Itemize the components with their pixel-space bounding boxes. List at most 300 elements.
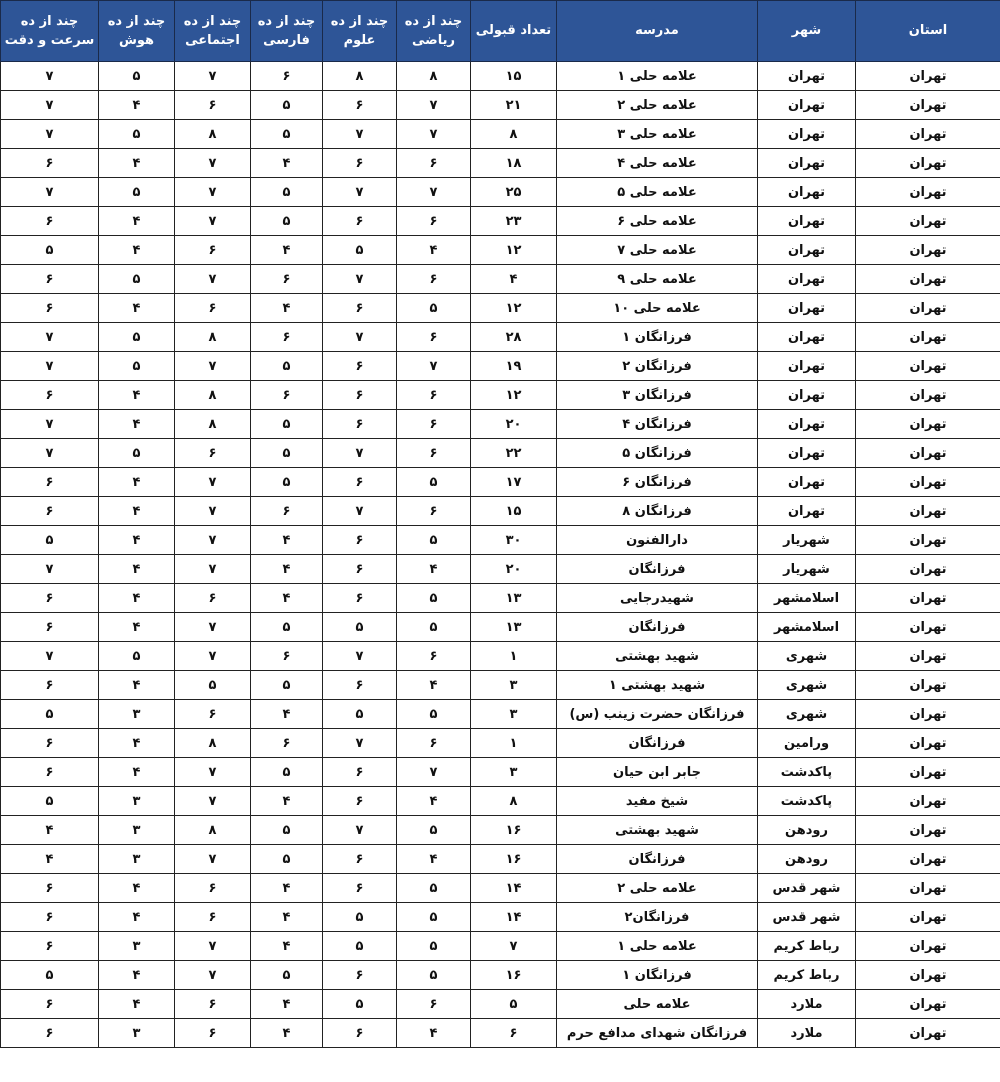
cell-social-score: ۸ bbox=[175, 729, 251, 758]
cell-farsi-score: ۶ bbox=[251, 323, 323, 352]
cell-iq-score: ۴ bbox=[99, 526, 175, 555]
cell-province: تهران bbox=[856, 468, 1000, 497]
cell-admitted-count: ۱۷ bbox=[471, 468, 557, 497]
cell-iq-score: ۴ bbox=[99, 381, 175, 410]
cell-iq-score: ۴ bbox=[99, 903, 175, 932]
cell-iq-score: ۵ bbox=[99, 352, 175, 381]
cell-farsi-score: ۴ bbox=[251, 903, 323, 932]
cell-math-score: ۵ bbox=[397, 468, 471, 497]
cell-speed-accuracy-score: ۶ bbox=[1, 990, 99, 1019]
cell-province: تهران bbox=[856, 62, 1000, 91]
cell-math-score: ۶ bbox=[397, 642, 471, 671]
table-row bbox=[1, 555, 1000, 584]
cell-speed-accuracy-score: ۶ bbox=[1, 294, 99, 323]
cell-province: تهران bbox=[856, 700, 1000, 729]
table-row bbox=[1, 120, 1000, 149]
cell-admitted-count: ۲۸ bbox=[471, 323, 557, 352]
cell-iq-score: ۵ bbox=[99, 62, 175, 91]
cell-math-score: ۴ bbox=[397, 671, 471, 700]
cell-farsi-score: ۴ bbox=[251, 700, 323, 729]
cell-math-score: ۷ bbox=[397, 91, 471, 120]
cell-farsi-score: ۵ bbox=[251, 178, 323, 207]
cell-farsi-score: ۶ bbox=[251, 729, 323, 758]
cell-school: فرزانگان شهدای مدافع حرم bbox=[557, 1019, 758, 1048]
cell-iq-score: ۴ bbox=[99, 874, 175, 903]
cell-province: تهران bbox=[856, 584, 1000, 613]
cell-speed-accuracy-score: ۶ bbox=[1, 613, 99, 642]
cell-social-score: ۷ bbox=[175, 149, 251, 178]
cell-city: اسلامشهر bbox=[758, 584, 856, 613]
cell-farsi-score: ۵ bbox=[251, 613, 323, 642]
cell-admitted-count: ۱۶ bbox=[471, 845, 557, 874]
cell-school: علامه حلی ۱۰ bbox=[557, 294, 758, 323]
cell-farsi-score: ۴ bbox=[251, 932, 323, 961]
table-row bbox=[1, 526, 1000, 555]
cell-admitted-count: ۳ bbox=[471, 671, 557, 700]
cell-social-score: ۶ bbox=[175, 700, 251, 729]
cell-province: تهران bbox=[856, 1019, 1000, 1048]
cell-iq-score: ۵ bbox=[99, 439, 175, 468]
cell-admitted-count: ۳ bbox=[471, 700, 557, 729]
cell-farsi-score: ۵ bbox=[251, 120, 323, 149]
cell-iq-score: ۴ bbox=[99, 758, 175, 787]
cell-speed-accuracy-score: ۶ bbox=[1, 497, 99, 526]
cell-math-score: ۵ bbox=[397, 874, 471, 903]
cell-city: شهریار bbox=[758, 526, 856, 555]
cell-speed-accuracy-score: ۶ bbox=[1, 1019, 99, 1048]
cell-speed-accuracy-score: ۷ bbox=[1, 439, 99, 468]
cell-iq-score: ۳ bbox=[99, 932, 175, 961]
cell-province: تهران bbox=[856, 410, 1000, 439]
cell-province: تهران bbox=[856, 323, 1000, 352]
cell-farsi-score: ۶ bbox=[251, 381, 323, 410]
cell-school: علامه حلی ۹ bbox=[557, 265, 758, 294]
cell-admitted-count: ۳ bbox=[471, 758, 557, 787]
table-row bbox=[1, 671, 1000, 700]
cell-city: تهران bbox=[758, 410, 856, 439]
cell-iq-score: ۴ bbox=[99, 555, 175, 584]
table-row bbox=[1, 845, 1000, 874]
cell-city: رباط کریم bbox=[758, 932, 856, 961]
cell-province: تهران bbox=[856, 120, 1000, 149]
cell-science-score: ۶ bbox=[323, 874, 397, 903]
cell-science-score: ۶ bbox=[323, 758, 397, 787]
cell-farsi-score: ۴ bbox=[251, 787, 323, 816]
table-row bbox=[1, 729, 1000, 758]
cell-farsi-score: ۶ bbox=[251, 642, 323, 671]
cell-city: شهری bbox=[758, 671, 856, 700]
cell-math-score: ۴ bbox=[397, 555, 471, 584]
cell-farsi-score: ۴ bbox=[251, 294, 323, 323]
cell-science-score: ۶ bbox=[323, 671, 397, 700]
cell-speed-accuracy-score: ۵ bbox=[1, 787, 99, 816]
cell-admitted-count: ۱۸ bbox=[471, 149, 557, 178]
cell-school: فرزانگان ۸ bbox=[557, 497, 758, 526]
cell-province: تهران bbox=[856, 845, 1000, 874]
table-row bbox=[1, 62, 1000, 91]
table-row bbox=[1, 91, 1000, 120]
cell-school: علامه حلی ۶ bbox=[557, 207, 758, 236]
cell-city: رباط کریم bbox=[758, 961, 856, 990]
cell-science-score: ۵ bbox=[323, 236, 397, 265]
cell-city: تهران bbox=[758, 468, 856, 497]
cell-farsi-score: ۵ bbox=[251, 91, 323, 120]
cell-science-score: ۶ bbox=[323, 294, 397, 323]
cell-city: شهری bbox=[758, 700, 856, 729]
cell-science-score: ۶ bbox=[323, 1019, 397, 1048]
cell-math-score: ۴ bbox=[397, 236, 471, 265]
cell-city: تهران bbox=[758, 91, 856, 120]
cell-iq-score: ۴ bbox=[99, 584, 175, 613]
cell-school: علامه حلی ۵ bbox=[557, 178, 758, 207]
cell-science-score: ۸ bbox=[323, 62, 397, 91]
cell-school: جابر ابن حیان bbox=[557, 758, 758, 787]
table-row bbox=[1, 178, 1000, 207]
cell-math-score: ۵ bbox=[397, 294, 471, 323]
cell-speed-accuracy-score: ۷ bbox=[1, 555, 99, 584]
cell-admitted-count: ۲۰ bbox=[471, 555, 557, 584]
cell-speed-accuracy-score: ۴ bbox=[1, 845, 99, 874]
cell-social-score: ۷ bbox=[175, 961, 251, 990]
cell-province: تهران bbox=[856, 294, 1000, 323]
cell-math-score: ۵ bbox=[397, 903, 471, 932]
cell-admitted-count: ۱۶ bbox=[471, 816, 557, 845]
cell-social-score: ۷ bbox=[175, 62, 251, 91]
table-row bbox=[1, 1019, 1000, 1048]
cell-speed-accuracy-score: ۷ bbox=[1, 62, 99, 91]
cell-social-score: ۷ bbox=[175, 845, 251, 874]
cell-city: پاکدشت bbox=[758, 787, 856, 816]
cell-social-score: ۷ bbox=[175, 787, 251, 816]
cell-math-score: ۶ bbox=[397, 439, 471, 468]
cell-city: تهران bbox=[758, 381, 856, 410]
cell-province: تهران bbox=[856, 758, 1000, 787]
column-header-speed-accuracy-score: چند از ده سرعت و دقت bbox=[1, 1, 99, 62]
cell-school: علامه حلی ۷ bbox=[557, 236, 758, 265]
cell-farsi-score: ۴ bbox=[251, 990, 323, 1019]
cell-science-score: ۵ bbox=[323, 700, 397, 729]
cell-social-score: ۶ bbox=[175, 1019, 251, 1048]
column-header-science-score: چند از ده علوم bbox=[323, 1, 397, 62]
cell-math-score: ۶ bbox=[397, 265, 471, 294]
cell-province: تهران bbox=[856, 903, 1000, 932]
cell-math-score: ۶ bbox=[397, 149, 471, 178]
cell-speed-accuracy-score: ۶ bbox=[1, 584, 99, 613]
cell-science-score: ۶ bbox=[323, 207, 397, 236]
cell-province: تهران bbox=[856, 207, 1000, 236]
table-row bbox=[1, 932, 1000, 961]
cell-science-score: ۷ bbox=[323, 178, 397, 207]
cell-city: تهران bbox=[758, 265, 856, 294]
cell-admitted-count: ۴ bbox=[471, 265, 557, 294]
cell-science-score: ۷ bbox=[323, 729, 397, 758]
column-header-iq-score: چند از ده هوش bbox=[99, 1, 175, 62]
table-row bbox=[1, 642, 1000, 671]
cell-iq-score: ۴ bbox=[99, 671, 175, 700]
cell-science-score: ۷ bbox=[323, 497, 397, 526]
cell-school: فرزانگان ۱ bbox=[557, 323, 758, 352]
cell-science-score: ۵ bbox=[323, 903, 397, 932]
cell-province: تهران bbox=[856, 613, 1000, 642]
cell-city: شهری bbox=[758, 642, 856, 671]
cell-school: شهید بهشتی bbox=[557, 642, 758, 671]
cell-city: تهران bbox=[758, 439, 856, 468]
cell-iq-score: ۵ bbox=[99, 642, 175, 671]
cell-speed-accuracy-score: ۷ bbox=[1, 91, 99, 120]
cell-social-score: ۷ bbox=[175, 468, 251, 497]
cell-iq-score: ۳ bbox=[99, 700, 175, 729]
cell-admitted-count: ۷ bbox=[471, 932, 557, 961]
cell-school: شهید بهشتی ۱ bbox=[557, 671, 758, 700]
cell-math-score: ۶ bbox=[397, 207, 471, 236]
cell-admitted-count: ۳۰ bbox=[471, 526, 557, 555]
cell-admitted-count: ۱۳ bbox=[471, 584, 557, 613]
cell-math-score: ۵ bbox=[397, 932, 471, 961]
cell-math-score: ۵ bbox=[397, 700, 471, 729]
cell-iq-score: ۴ bbox=[99, 497, 175, 526]
cell-farsi-score: ۵ bbox=[251, 961, 323, 990]
cell-social-score: ۷ bbox=[175, 497, 251, 526]
cell-science-score: ۶ bbox=[323, 91, 397, 120]
cell-math-score: ۴ bbox=[397, 845, 471, 874]
cell-social-score: ۸ bbox=[175, 816, 251, 845]
cell-province: تهران bbox=[856, 671, 1000, 700]
cell-admitted-count: ۸ bbox=[471, 787, 557, 816]
cell-social-score: ۷ bbox=[175, 352, 251, 381]
table-row bbox=[1, 294, 1000, 323]
cell-admitted-count: ۲۰ bbox=[471, 410, 557, 439]
cell-province: تهران bbox=[856, 497, 1000, 526]
cell-science-score: ۶ bbox=[323, 787, 397, 816]
cell-social-score: ۶ bbox=[175, 439, 251, 468]
cell-admitted-count: ۱۲ bbox=[471, 294, 557, 323]
table-row bbox=[1, 700, 1000, 729]
cell-city: تهران bbox=[758, 62, 856, 91]
cell-admitted-count: ۵ bbox=[471, 990, 557, 1019]
cell-city: شهر قدس bbox=[758, 903, 856, 932]
cell-farsi-score: ۵ bbox=[251, 671, 323, 700]
cell-social-score: ۶ bbox=[175, 584, 251, 613]
table-row bbox=[1, 903, 1000, 932]
cell-iq-score: ۳ bbox=[99, 1019, 175, 1048]
cell-admitted-count: ۱۴ bbox=[471, 903, 557, 932]
cell-city: تهران bbox=[758, 149, 856, 178]
cell-iq-score: ۴ bbox=[99, 410, 175, 439]
cell-province: تهران bbox=[856, 729, 1000, 758]
cell-math-score: ۶ bbox=[397, 410, 471, 439]
cell-speed-accuracy-score: ۷ bbox=[1, 642, 99, 671]
cell-province: تهران bbox=[856, 381, 1000, 410]
cell-school: فرزانگان bbox=[557, 555, 758, 584]
cell-city: تهران bbox=[758, 207, 856, 236]
cell-farsi-score: ۴ bbox=[251, 874, 323, 903]
cell-admitted-count: ۲۳ bbox=[471, 207, 557, 236]
cell-math-score: ۷ bbox=[397, 178, 471, 207]
cell-social-score: ۷ bbox=[175, 613, 251, 642]
cell-city: تهران bbox=[758, 236, 856, 265]
cell-farsi-score: ۵ bbox=[251, 352, 323, 381]
cell-social-score: ۷ bbox=[175, 555, 251, 584]
cell-speed-accuracy-score: ۷ bbox=[1, 120, 99, 149]
cell-social-score: ۷ bbox=[175, 758, 251, 787]
cell-school: فرزانگان ۳ bbox=[557, 381, 758, 410]
cell-math-score: ۷ bbox=[397, 120, 471, 149]
table-row bbox=[1, 265, 1000, 294]
cell-school: فرزانگان ۶ bbox=[557, 468, 758, 497]
table-row bbox=[1, 758, 1000, 787]
cell-speed-accuracy-score: ۵ bbox=[1, 526, 99, 555]
cell-city: ملارد bbox=[758, 1019, 856, 1048]
cell-math-score: ۶ bbox=[397, 323, 471, 352]
cell-farsi-score: ۵ bbox=[251, 845, 323, 874]
cell-admitted-count: ۱۶ bbox=[471, 961, 557, 990]
cell-speed-accuracy-score: ۶ bbox=[1, 903, 99, 932]
cell-social-score: ۷ bbox=[175, 207, 251, 236]
cell-school: فرزانگان ۲ bbox=[557, 352, 758, 381]
cell-school: فرزانگان۲ bbox=[557, 903, 758, 932]
cell-speed-accuracy-score: ۵ bbox=[1, 236, 99, 265]
cell-farsi-score: ۴ bbox=[251, 149, 323, 178]
cell-social-score: ۸ bbox=[175, 381, 251, 410]
cell-province: تهران bbox=[856, 961, 1000, 990]
table-row bbox=[1, 439, 1000, 468]
cell-speed-accuracy-score: ۷ bbox=[1, 352, 99, 381]
cell-admitted-count: ۲۲ bbox=[471, 439, 557, 468]
cell-iq-score: ۳ bbox=[99, 845, 175, 874]
cell-farsi-score: ۵ bbox=[251, 758, 323, 787]
cell-admitted-count: ۱ bbox=[471, 642, 557, 671]
cell-school: علامه حلی ۱ bbox=[557, 932, 758, 961]
cell-science-score: ۶ bbox=[323, 526, 397, 555]
cell-farsi-score: ۵ bbox=[251, 468, 323, 497]
cell-speed-accuracy-score: ۶ bbox=[1, 932, 99, 961]
cell-science-score: ۶ bbox=[323, 584, 397, 613]
cell-science-score: ۶ bbox=[323, 381, 397, 410]
table-row bbox=[1, 584, 1000, 613]
cell-school: شیخ مفید bbox=[557, 787, 758, 816]
cell-iq-score: ۳ bbox=[99, 816, 175, 845]
cell-city: تهران bbox=[758, 120, 856, 149]
cell-school: علامه حلی ۳ bbox=[557, 120, 758, 149]
table-row bbox=[1, 497, 1000, 526]
cell-farsi-score: ۶ bbox=[251, 265, 323, 294]
cell-iq-score: ۴ bbox=[99, 990, 175, 1019]
table-row bbox=[1, 207, 1000, 236]
table-row bbox=[1, 352, 1000, 381]
cell-city: ورامین bbox=[758, 729, 856, 758]
cell-science-score: ۶ bbox=[323, 410, 397, 439]
cell-farsi-score: ۴ bbox=[251, 526, 323, 555]
table-row bbox=[1, 961, 1000, 990]
cell-speed-accuracy-score: ۵ bbox=[1, 961, 99, 990]
cell-speed-accuracy-score: ۶ bbox=[1, 758, 99, 787]
cell-social-score: ۶ bbox=[175, 903, 251, 932]
cell-school: علامه حلی ۲ bbox=[557, 874, 758, 903]
cell-math-score: ۵ bbox=[397, 961, 471, 990]
cell-social-score: ۷ bbox=[175, 178, 251, 207]
cell-iq-score: ۴ bbox=[99, 207, 175, 236]
cell-admitted-count: ۱۵ bbox=[471, 62, 557, 91]
cell-math-score: ۵ bbox=[397, 816, 471, 845]
cell-math-score: ۶ bbox=[397, 729, 471, 758]
table-body bbox=[1, 62, 1000, 1048]
table-header bbox=[1, 1, 1000, 62]
cell-iq-score: ۵ bbox=[99, 178, 175, 207]
cell-science-score: ۶ bbox=[323, 961, 397, 990]
cell-speed-accuracy-score: ۷ bbox=[1, 323, 99, 352]
cell-city: رودهن bbox=[758, 816, 856, 845]
table-row bbox=[1, 149, 1000, 178]
cell-math-score: ۵ bbox=[397, 613, 471, 642]
cell-social-score: ۷ bbox=[175, 932, 251, 961]
cell-admitted-count: ۱۴ bbox=[471, 874, 557, 903]
cell-admitted-count: ۱۹ bbox=[471, 352, 557, 381]
cell-science-score: ۶ bbox=[323, 845, 397, 874]
cell-science-score: ۷ bbox=[323, 642, 397, 671]
cell-math-score: ۶ bbox=[397, 381, 471, 410]
cell-speed-accuracy-score: ۶ bbox=[1, 671, 99, 700]
cell-province: تهران bbox=[856, 990, 1000, 1019]
cell-math-score: ۷ bbox=[397, 352, 471, 381]
cell-admitted-count: ۲۱ bbox=[471, 91, 557, 120]
cell-math-score: ۷ bbox=[397, 758, 471, 787]
cell-province: تهران bbox=[856, 352, 1000, 381]
cell-science-score: ۶ bbox=[323, 149, 397, 178]
cell-science-score: ۶ bbox=[323, 555, 397, 584]
cell-iq-score: ۳ bbox=[99, 787, 175, 816]
table-row bbox=[1, 874, 1000, 903]
table-row bbox=[1, 410, 1000, 439]
table-row bbox=[1, 787, 1000, 816]
cell-speed-accuracy-score: ۶ bbox=[1, 207, 99, 236]
table-row bbox=[1, 816, 1000, 845]
cell-province: تهران bbox=[856, 816, 1000, 845]
cell-admitted-count: ۱۵ bbox=[471, 497, 557, 526]
cell-school: فرزانگان bbox=[557, 845, 758, 874]
cell-city: شهر قدس bbox=[758, 874, 856, 903]
cell-admitted-count: ۶ bbox=[471, 1019, 557, 1048]
cell-city: تهران bbox=[758, 294, 856, 323]
cell-province: تهران bbox=[856, 526, 1000, 555]
cell-province: تهران bbox=[856, 874, 1000, 903]
cell-admitted-count: ۲۵ bbox=[471, 178, 557, 207]
cell-farsi-score: ۵ bbox=[251, 410, 323, 439]
cell-math-score: ۵ bbox=[397, 526, 471, 555]
table-row bbox=[1, 990, 1000, 1019]
cell-iq-score: ۴ bbox=[99, 613, 175, 642]
cell-school: فرزانگان حضرت زینب (س) bbox=[557, 700, 758, 729]
cell-school: علامه حلی ۴ bbox=[557, 149, 758, 178]
cell-math-score: ۴ bbox=[397, 787, 471, 816]
cell-science-score: ۷ bbox=[323, 816, 397, 845]
cell-city: تهران bbox=[758, 178, 856, 207]
cell-speed-accuracy-score: ۶ bbox=[1, 729, 99, 758]
table-row bbox=[1, 236, 1000, 265]
cell-iq-score: ۴ bbox=[99, 91, 175, 120]
cell-speed-accuracy-score: ۶ bbox=[1, 381, 99, 410]
cell-social-score: ۸ bbox=[175, 120, 251, 149]
cell-city: تهران bbox=[758, 497, 856, 526]
cell-school: فرزانگان ۵ bbox=[557, 439, 758, 468]
column-header-math-score: چند از ده ریاضی bbox=[397, 1, 471, 62]
cell-iq-score: ۴ bbox=[99, 294, 175, 323]
cell-science-score: ۶ bbox=[323, 352, 397, 381]
cell-admitted-count: ۱۳ bbox=[471, 613, 557, 642]
cell-science-score: ۶ bbox=[323, 468, 397, 497]
cell-school: علامه حلی ۱ bbox=[557, 62, 758, 91]
cell-city: ملارد bbox=[758, 990, 856, 1019]
cell-province: تهران bbox=[856, 236, 1000, 265]
